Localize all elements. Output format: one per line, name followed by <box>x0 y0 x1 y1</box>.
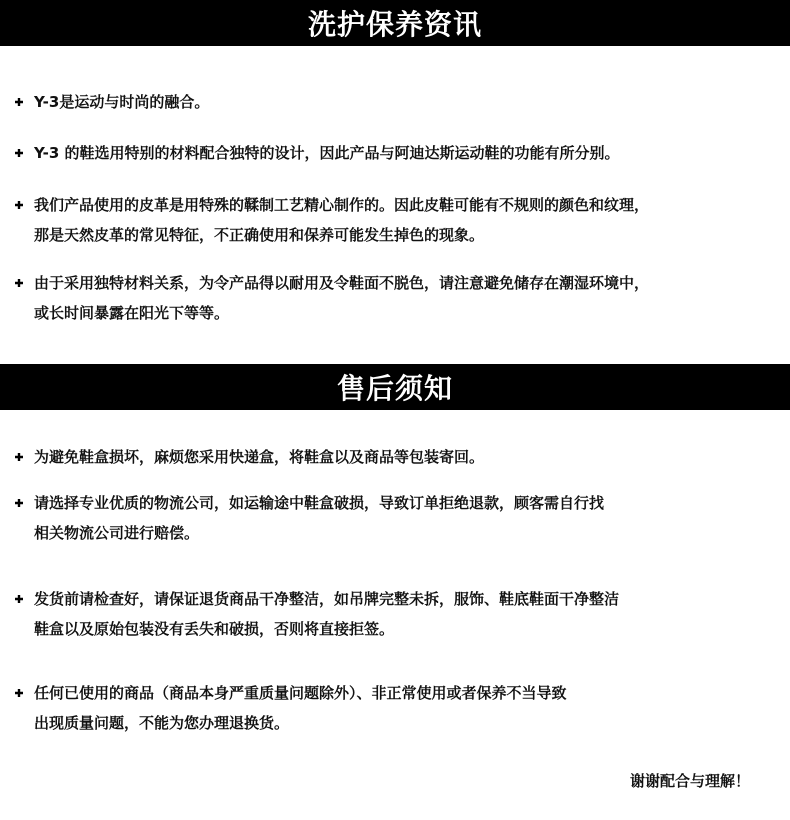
care-item-line: 由于采用独特材料关系，为令产品得以耐用及令鞋面不脱色，请注意避免储存在潮湿环境中， <box>34 274 650 292</box>
after-sales-section-title: 售后须知 <box>336 372 453 405</box>
care-section-header <box>0 0 790 46</box>
bullet-icon <box>14 488 34 518</box>
care-item-line: Y-3是运动与时尚的融合。 <box>34 93 210 111</box>
bullet-icon <box>14 87 34 117</box>
after-sales-section-header <box>0 364 790 410</box>
bullet-icon <box>14 190 34 220</box>
care-item-line: 那是天然皮革的常见特征，不正确使用和保养可能发生掉色的现象。 <box>34 226 485 244</box>
care-item <box>14 138 784 168</box>
care-item <box>14 87 784 117</box>
after-sales-item <box>14 678 784 738</box>
care-item <box>14 190 784 250</box>
bullet-icon <box>14 584 34 614</box>
after-sales-item-line: 鞋盒以及原始包装没有丢失和破损，否则将直接拒签。 <box>34 620 395 638</box>
care-item <box>14 268 784 328</box>
after-sales-item-line: 相关物流公司进行赔偿。 <box>34 524 200 542</box>
after-sales-item <box>14 442 784 472</box>
after-sales-item-line: 为避免鞋盒损坏，麻烦您采用快递盒，将鞋盒以及商品等包装寄回。 <box>34 448 485 466</box>
after-sales-item <box>14 488 784 548</box>
care-item-line: 或长时间暴露在阳光下等等。 <box>34 304 230 322</box>
care-section-title: 洗护保养资讯 <box>307 8 482 41</box>
bullet-icon <box>14 678 34 708</box>
bullet-icon <box>14 138 34 168</box>
after-sales-item-line: 发货前请检查好，请保证退货商品干净整洁，如吊牌完整未拆，服饰、鞋底鞋面干净整洁 <box>34 590 620 608</box>
care-item-line: 我们产品使用的皮革是用特殊的鞣制工艺精心制作的。因此皮鞋可能有不规则的颜色和纹理， <box>34 196 650 214</box>
bullet-icon <box>14 268 34 298</box>
care-item-line: Y-3 的鞋选用特别的材料配合独特的设计，因此产品与阿迪达斯运动鞋的功能有所分别。 <box>34 144 620 162</box>
closing-thanks: 谢谢配合与理解！ <box>629 772 750 790</box>
bullet-icon <box>14 442 34 472</box>
after-sales-item-line: 出现质量问题，不能为您办理退换货。 <box>34 714 290 732</box>
after-sales-item <box>14 584 784 644</box>
after-sales-item-line: 任何已使用的商品（商品本身严重质量问题除外）、非正常使用或者保养不当导致 <box>34 684 567 702</box>
after-sales-item-line: 请选择专业优质的物流公司，如运输途中鞋盒破损，导致订单拒绝退款，顾客需自行找 <box>34 494 605 512</box>
